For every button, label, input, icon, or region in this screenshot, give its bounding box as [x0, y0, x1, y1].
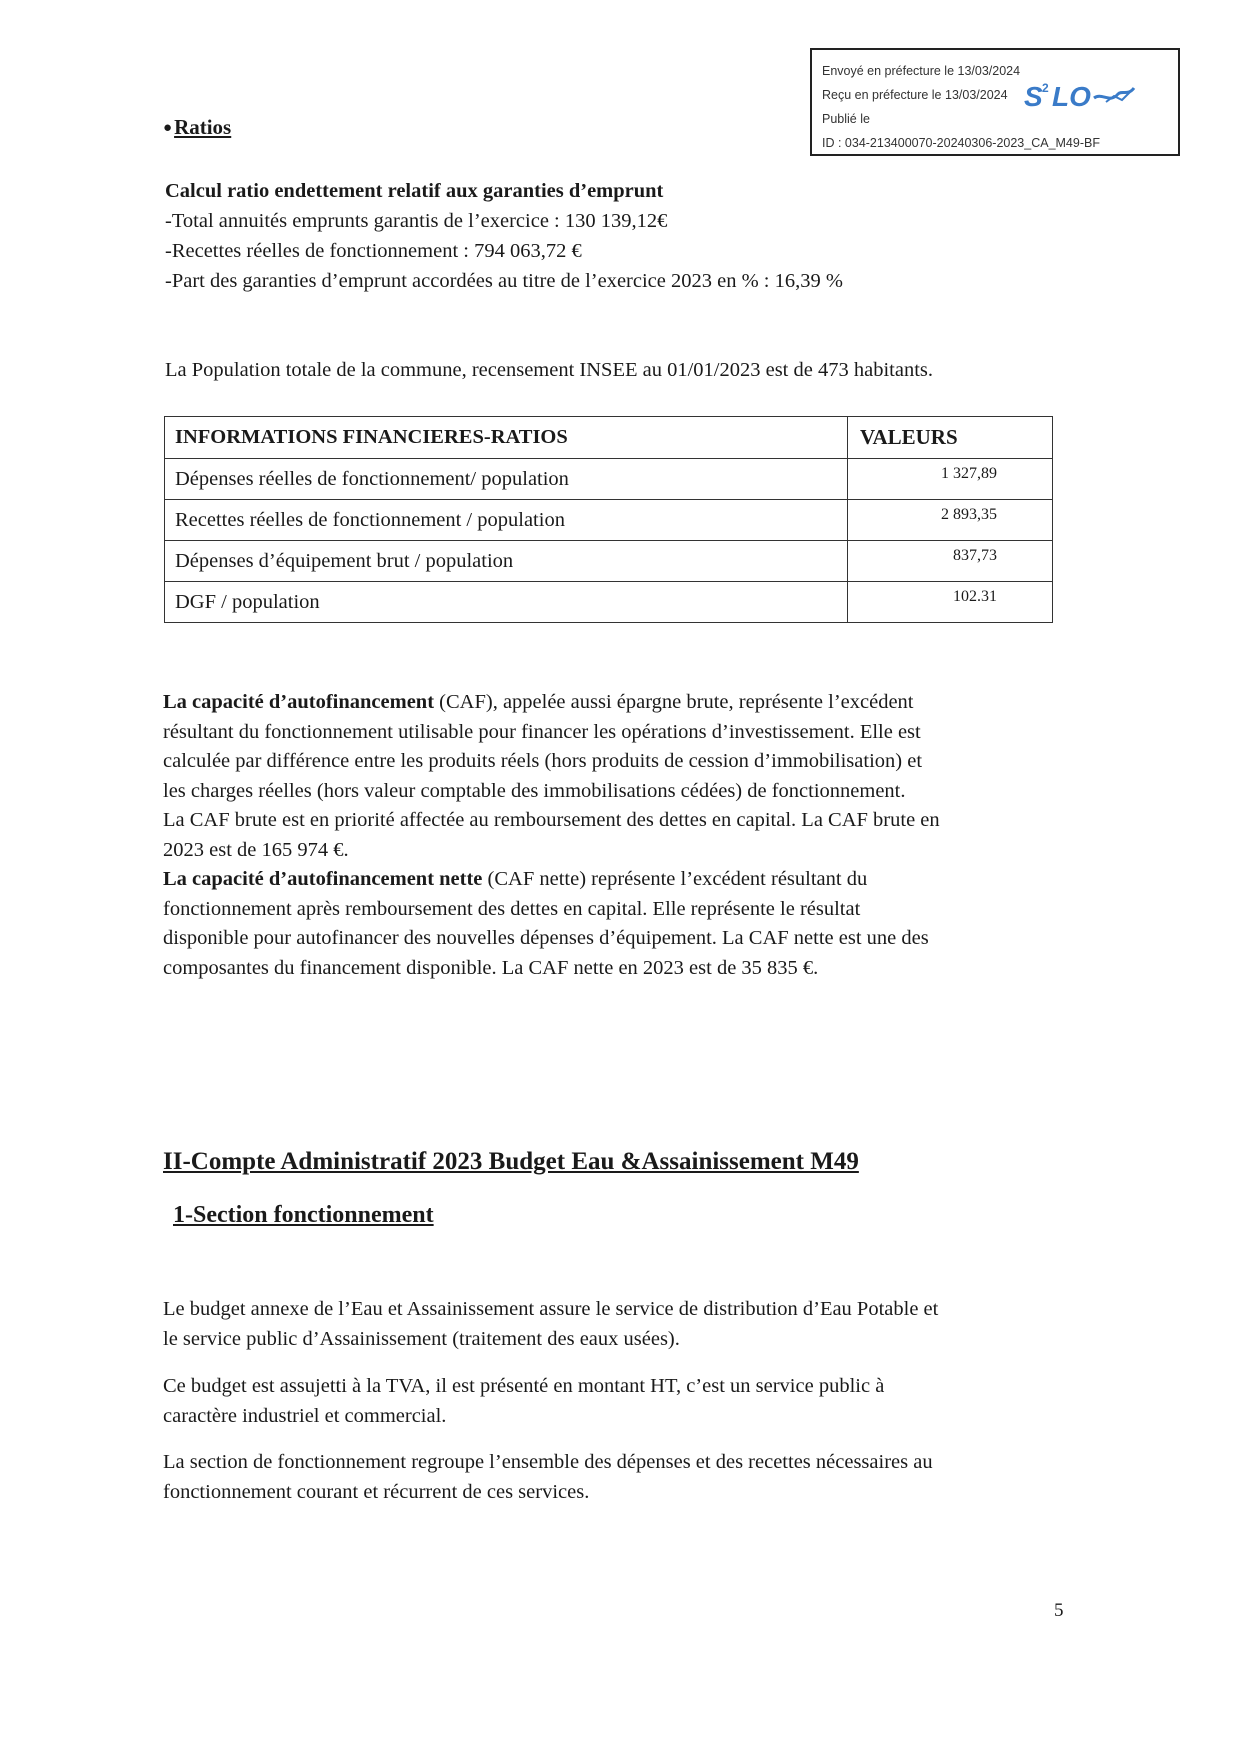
section-title: II-Compte Administratif 2023 Budget Eau &Assainissement M49 [163, 1148, 859, 1175]
caf-net-text: (CAF nette) représente l’excédent résultant du [482, 868, 868, 890]
caf-paragraph [163, 688, 1063, 983]
budget-text: fonctionnement courant et récurrent de ces services. [163, 1480, 590, 1503]
debt-ratio-subheading: Calcul ratio endettement relatif aux garanties d’emprunt [165, 180, 664, 202]
svg-text:S: S [1024, 81, 1043, 112]
caf-text: (CAF), appelée aussi épargne brute, représente l’excédent [434, 691, 914, 713]
table-row [165, 541, 1053, 582]
budget-text: Ce budget est assujetti à la TVA, il est présenté en montant HT, c’est un service public à [163, 1375, 885, 1397]
budget-text: La section de fonctionnement regroupe l’ensemble des dépenses et des recettes nécessaires au [163, 1451, 933, 1473]
population-statement [165, 355, 933, 385]
table-header-value: VALEURS [848, 417, 1053, 459]
prefecture-stamp [810, 48, 1180, 156]
caf-net-term: La capacité d’autofinancement nette [163, 868, 483, 890]
stamp-id: ID : 034-213400070-20240306-2023_CA_M49-BF [822, 136, 1100, 150]
debt-ratio-line: -Recettes réelles de fonctionnement : 794 063,72 € [165, 240, 582, 262]
caf-text: les charges réelles (hors valeur comptable des immobilisations cédées) de fonctionnement. [163, 779, 906, 802]
debt-ratio-line: -Part des garanties d’emprunt accordées au titre de l’exercice 2023 en % : 16,39 % [165, 270, 843, 292]
page-number: 5 [1054, 1600, 1064, 1621]
caf-net-text: composantes du financement disponible. La CAF nette en 2023 est de 35 835 €. [163, 956, 819, 979]
caf-net-text: disponible pour autofinancer des nouvelles dépenses d’équipement. La CAF nette est une des [163, 927, 929, 949]
population-text: La Population totale de la commune, recensement INSEE au 01/01/2023 est de 473 habitants. [165, 359, 933, 381]
table-cell-value: 837,73 [848, 541, 1053, 582]
section-subtitle: 1-Section fonctionnement [173, 1202, 434, 1228]
table-cell-value: 2 893,35 [848, 500, 1053, 541]
table-cell-value: 102.31 [848, 582, 1053, 623]
budget-text: caractère industriel et commercial. [163, 1404, 447, 1427]
caf-net-text: fonctionnement après remboursement des dettes en capital. Elle représente le résultat [163, 897, 861, 920]
stamp-published: Publié le [822, 112, 870, 126]
caf-term: La capacité d’autofinancement [163, 691, 435, 713]
caf-text: 2023 est de 165 974 €. [163, 838, 349, 861]
debt-ratio-line: -Total annuités emprunts garantis de l’exercice : 130 139,12€ [165, 210, 668, 232]
budget-paragraph-3 [163, 1448, 1063, 1507]
budget-paragraph-2 [163, 1372, 1063, 1431]
table-cell-label: Recettes réelles de fonctionnement / population [165, 500, 848, 541]
caf-text: résultant du fonctionnement utilisable pour financer les opérations d’investissement. Elle est [163, 720, 921, 743]
debt-ratio-block [165, 176, 843, 296]
stamp-received: Reçu en préfecture le 13/03/2024 [822, 88, 1008, 102]
table-header-row [165, 417, 1053, 459]
table-cell-label: DGF / population [165, 582, 848, 623]
s2lo-logo-icon [1022, 78, 1152, 114]
ratios-heading-text: Ratios [174, 115, 232, 139]
financial-ratios-table [164, 416, 1053, 623]
budget-text: le service public d’Assainissement (traitement des eaux usées). [163, 1327, 680, 1350]
table-cell-label: Dépenses réelles de fonctionnement/ population [165, 459, 848, 500]
table-row [165, 582, 1053, 623]
svg-text:2: 2 [1042, 81, 1049, 95]
budget-paragraph-1 [163, 1295, 1063, 1354]
caf-text: La CAF brute est en priorité affectée au remboursement des dettes en capital. La CAF brute en [163, 809, 940, 831]
table-cell-value: 1 327,89 [848, 459, 1053, 500]
ratios-heading [163, 115, 231, 140]
table-header-label: INFORMATIONS FINANCIERES-RATIOS [165, 417, 848, 459]
stamp-sent: Envoyé en préfecture le 13/03/2024 [822, 64, 1021, 78]
table-row [165, 459, 1053, 500]
bullet-icon: ● [163, 120, 173, 136]
table-row [165, 500, 1053, 541]
svg-text:LO: LO [1052, 81, 1091, 112]
table-cell-label: Dépenses d’équipement brut / population [165, 541, 848, 582]
caf-text: calculée par différence entre les produits réels (hors produits de cession d’immobilisation) et [163, 750, 923, 772]
budget-text: Le budget annexe de l’Eau et Assainissement assure le service de distribution d’Eau Potable et [163, 1298, 939, 1320]
